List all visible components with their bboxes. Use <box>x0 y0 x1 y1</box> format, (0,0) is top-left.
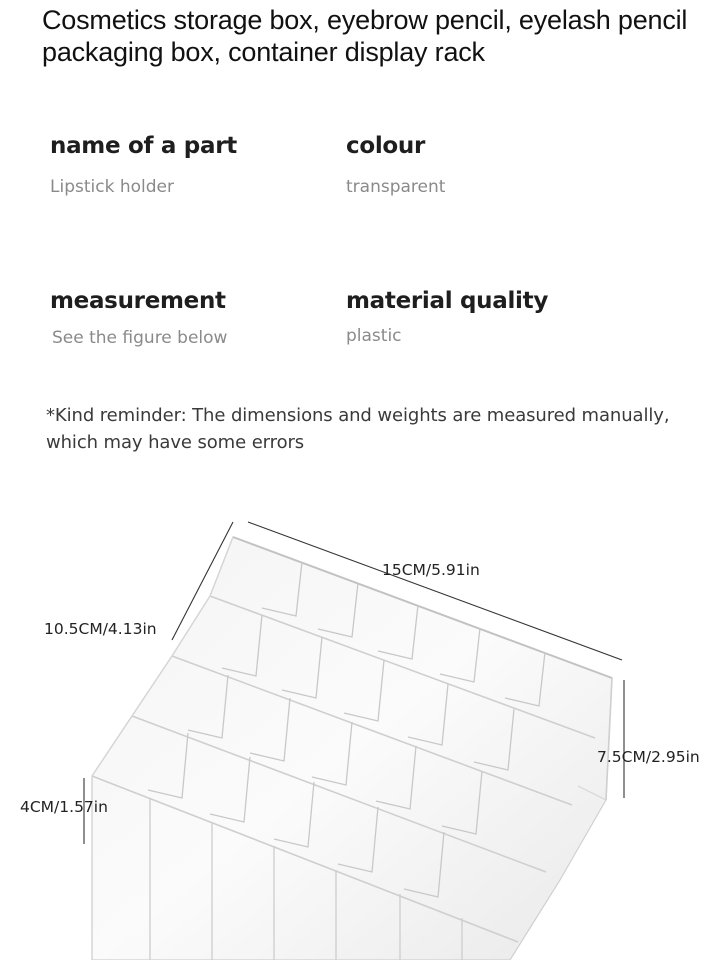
spec-value-part-name: Lipstick holder <box>50 177 174 197</box>
spec-value-material: plastic <box>346 326 402 346</box>
back-height-label: 7.5CM/2.95in <box>597 748 700 766</box>
spec-label-measurement: measurement <box>50 288 226 314</box>
product-title: Cosmetics storage box, eyebrow pencil, eyelash pencil packaging box, container display rack <box>42 5 688 67</box>
product-dimension-figure <box>0 480 720 960</box>
spec-label-colour: colour <box>346 133 426 159</box>
lipstick-holder-illustration <box>0 480 720 960</box>
spec-label-part-name: name of a part <box>50 133 237 159</box>
spec-value-colour: transparent <box>346 177 446 197</box>
front-height-label: 4CM/1.57in <box>20 798 108 816</box>
holder-body <box>92 537 612 960</box>
measurement-reminder: *Kind reminder: The dimensions and weights are measured manually, which may have some errors <box>46 405 670 453</box>
depth-label: 10.5CM/4.13in <box>44 620 157 638</box>
spec-value-measurement: See the figure below <box>52 328 228 348</box>
spec-label-material: material quality <box>346 288 549 314</box>
length-label: 15CM/5.91in <box>382 561 480 579</box>
